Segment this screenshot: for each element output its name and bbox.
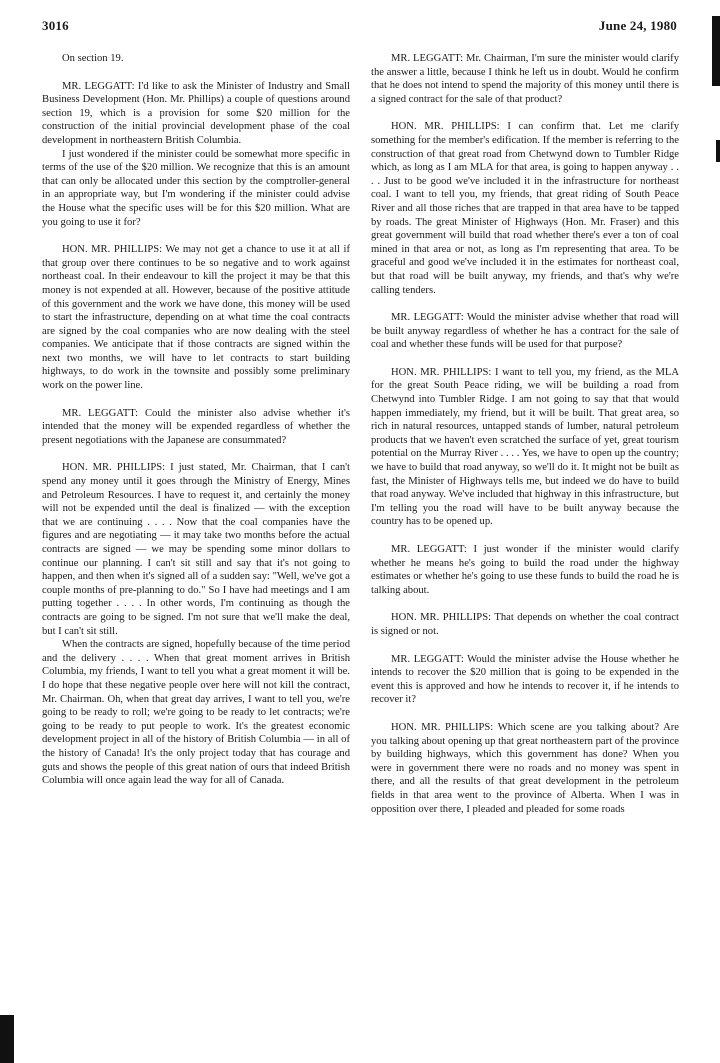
paragraph: HON. MR. PHILLIPS: I just stated, Mr. Chairman, that I can't spend any money until it goes through the Ministry of Energy, Mines and Petroleum Resources. I have to request it, and certainly the money will not be expended until the deal is finalized — with the exception that we are continuing . . . . Now that the coal companies have the figures and are negotiating — it may take two months before the actual contracts are signed — we may be spending some minor dollars to continue our planning. I can't sit still and say that it's not going to happen, and then when it's signed all of a sudden say: "Well, we've got a couple months of pre-planning to do." So I have had meetings and I am putting together . . . . In other words, I'm continuing as though the contracts are going to be signed. I'm not sure that we'll make the deal, but I can't sit still. xyxy=(42,462,350,637)
paragraph: MR. LEGGATT: Would the minister advise the House whether he intends to recover the $20 million that is going to be expended in the event this is approved and how he intends to recover it, if he intends to recover it? xyxy=(371,653,679,706)
paragraph: MR. LEGGATT: Could the minister also advise whether it's intended that the money will be expended regardless of whether the present negotiations with the Japanese are consummated? xyxy=(42,407,350,446)
paragraph: When the contracts are signed, hopefully because of the time period and the delivery . . . . When that great moment arrives in British Columbia, my friends, I want to tell you what a great moment it will be. I do hope that these negative people over here will not kill the contract, Mr. Chairman. Oh, when that great day arrives, I want to tell you, we're going to be ready to roll; we're going to be ready to let contracts; we're going to be ready to put people to work. It's the greatest economic development project in all of the history of British Columbia — in all of the history of Canada! It's the only project today that has courage and guts and shows the people of this great nation of ours that indeed British Columbia will once again lead the way for all of Canada. xyxy=(42,639,350,787)
paragraph: HON. MR. PHILLIPS: I can confirm that. Let me clarify something for the member's edification. If the member is referring to the construction of that great road from Chetwynd down to Tumbler Ridge which, as long as I am MLA for that area, is going to happen anyway . . . . Just to be good we've included it in the infrastructure for northeast coal. I want to tell you, my friends, that great riding of South Peace River and all those riches that are trapped in that area have to be tapped by roads. The great Minister of Highways (Hon. Mr. Fraser) and this great government will build that road whether there's ever a ton of coal mined in that area or not, as long as I'm representing that area. To be graceful and good we've included it in the estimates for northeast coal, but that road will be built anyway, my friends, and that's why we're calling tenders. xyxy=(371,121,679,296)
paragraph: I just wondered if the minister could be somewhat more specific in terms of the use of the $20 million. We recognize that this is an amount that can only be allocated under this section by the comptroller-general in an appropriate way, but I'm wondering if the minister could advise the House what the specific uses will be for this $20 million. What are you going to use it for? xyxy=(42,148,350,228)
page-number: 3016 xyxy=(42,18,69,33)
paragraph: HON. MR. PHILLIPS: That depends on whether the coal contract is signed or not. xyxy=(371,612,679,637)
paragraph: HON. MR. PHILLIPS: Which scene are you talking about? Are you talking about opening up that great northeastern part of the province by building highways, which this government has done? When you were in government there were no roads and no money was spent in there, and all the results of that great development in the petroleum fields in that area went to the province of Alberta. When I was in opposition over there, I pleaded and pleaded for some roads xyxy=(371,721,679,815)
scan-edge-mark-small xyxy=(716,140,720,162)
paragraph: On section 19. xyxy=(62,53,124,64)
paragraph: MR. LEGGATT: Would the minister advise whether that road will be built anyway regardless of whether he has a contract for the sale of coal and whether these funds will be used for that purpose? xyxy=(371,312,679,351)
scan-edge-mark xyxy=(712,16,720,86)
paragraph: MR. LEGGATT: Mr. Chairman, I'm sure the minister would clarify the answer a little, because I think he left us in doubt. Would he confirm that he does not intend to spend the majority of this money until there is a signed contract for the sale of that product? xyxy=(371,53,679,105)
right-column xyxy=(371,52,679,816)
left-column xyxy=(42,52,350,788)
scan-corner-mark xyxy=(0,1015,14,1063)
paragraph: MR. LEGGATT: I just wonder if the minister would clarify whether he means he's going to build the road under the highway estimates or whether he's going to use these funds to build the road he is talking about. xyxy=(371,544,679,596)
paragraph: HON. MR. PHILLIPS: I want to tell you, my friend, as the MLA for the great South Peace riding, we will be building a road from Chetwynd into Tumbler Ridge. I am not going to say that that would happen immediately, my friend, but it will be built. That great area, so rich in natural resources, untapped stands of lumber, natural petroleum products that we haven't even scratched the surface of yet, great tourism potential on the Murray River . . . . Yes, we have to open up the country; we have to build that road anyway, so we'll do it. It might not be built as fast, the Minister of Highways tells me, but indeed we do have to build that road anyway. We've included that highway in this infrastructure, but I'm telling you the road will have to be built anyway because the country has to be opened up. xyxy=(371,366,679,528)
page-date: June 24, 1980 xyxy=(598,18,677,33)
paragraph: MR. LEGGATT: I'd like to ask the Minister of Industry and Small Business Development (Hon. Mr. Phillips) a couple of questions around section 19, which is a provision for some $20 million for the construction of the initial provincial development phase of the coal development in northeastern British Columbia. xyxy=(42,80,350,146)
paragraph: HON. MR. PHILLIPS: We may not get a chance to use it at all if that group over there continues to be so negative and to work against northeast coal. In their endeavour to kill the project it may be that this money is not expended at all. However, because of the positive attitude of this government and the work we have done, this money will be used to start the infrastructure, depending on at what time the coal contracts are signed by the coal companies who are now dealing with the steel companies. We anticipate that if those contracts are signed within the next two months, we will have to let contracts to start building highways, to do work in the townsite and possibly some preliminary work on the power line. xyxy=(42,244,350,392)
